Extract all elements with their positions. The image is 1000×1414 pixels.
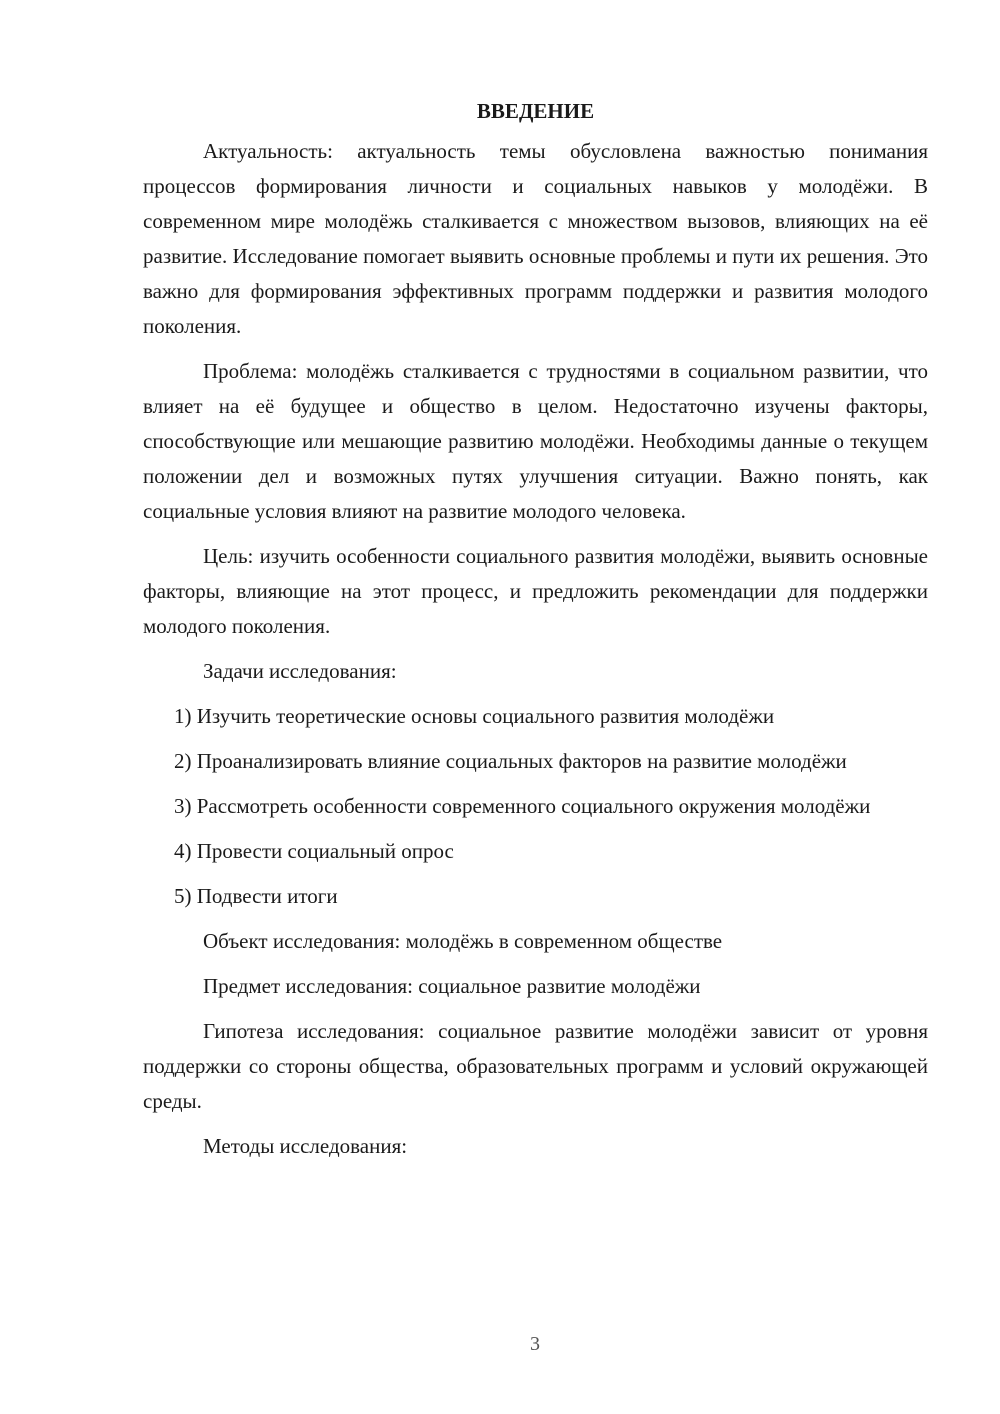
hypothesis-paragraph: Гипотеза исследования: социальное развитие молодёжи зависит от уровня поддержки со стороны общества, образовательных программ и условий окружающей среды. <box>143 1019 928 1113</box>
section-title: ВВЕДЕНИЕ <box>476 99 595 123</box>
task-item-1: 1) Изучить теоретические основы социального развития молодёжи <box>174 704 775 728</box>
methods-heading: Методы исследования: <box>203 1134 408 1158</box>
task-item-3: 3) Рассмотреть особенности современного социального окружения молодёжи <box>174 794 871 818</box>
subject-paragraph: Предмет исследования: социальное развитие молодёжи <box>203 974 701 998</box>
page-number: 3 <box>530 1333 540 1355</box>
object-paragraph: Объект исследования: молодёжь в современном обществе <box>203 929 723 953</box>
problem-paragraph: Проблема: молодёжь сталкивается с трудностями в социальном развитии, что влияет на её будущее и общество в целом. Недостаточно изучены факторы, способствующие или мешающие развитию молодёжи. Необходимы данные о текущем положении дел и возможных путях улучшения ситуации. Важно понять, как социальные условия влияют на развитие молодого человека. <box>143 359 928 523</box>
relevance-paragraph: Актуальность: актуальность темы обусловлена важностью понимания процессов формирования личности и социальных навыков у молодёжи. В современном мире молодёжь сталкивается с множеством вызовов, влияющих на её развитие. Исследование помогает выявить основные проблемы и пути их решения. Это важно для формирования эффективных программ поддержки и развития молодого поколения. <box>143 139 928 338</box>
task-item-2: 2) Проанализировать влияние социальных факторов на развитие молодёжи <box>174 749 847 773</box>
tasks-heading: Задачи исследования: <box>203 659 397 683</box>
task-item-5: 5) Подвести итоги <box>174 884 338 908</box>
page-content <box>143 96 928 1174</box>
task-item-4: 4) Провести социальный опрос <box>174 839 454 863</box>
goal-paragraph: Цель: изучить особенности социального развития молодёжи, выявить основные факторы, влияющие на этот процесс, и предложить рекомендации для поддержки молодого поколения. <box>143 544 928 638</box>
